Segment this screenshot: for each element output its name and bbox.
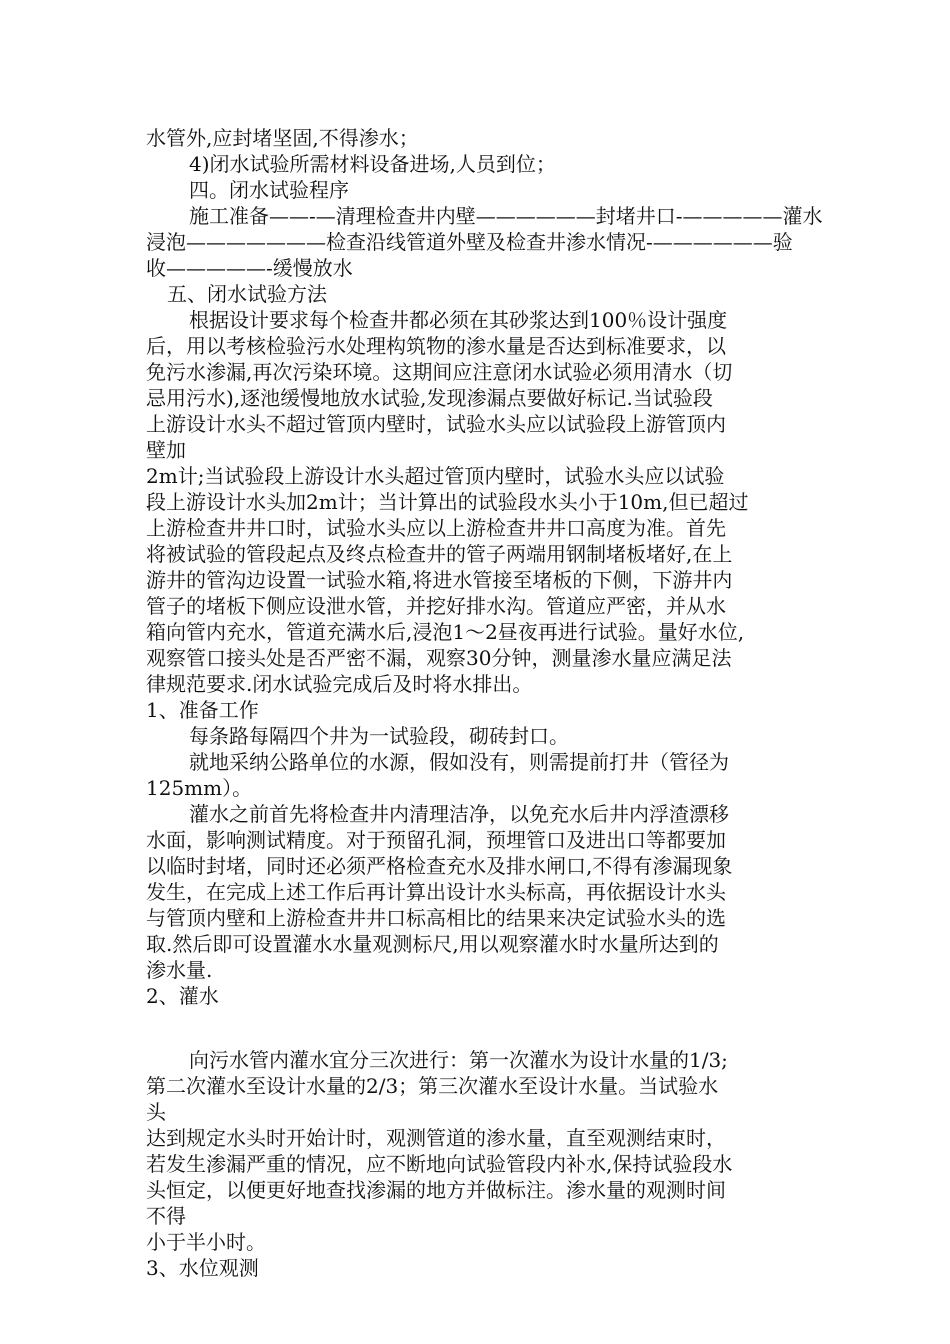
- text-line: 壁加: [146, 438, 186, 462]
- text-line: 向污水管内灌水宜分三次进行：第一次灌水为设计水量的1/3;: [189, 1048, 728, 1072]
- text-line: 观察管口接头处是否严密不漏，观察30分钟，测量渗水量应满足法: [146, 646, 732, 670]
- text-line: 忌用污水),逐池缓慢地放水试验,发现渗漏点要做好标记.当试验段: [146, 386, 713, 410]
- text-line: 根据设计要求每个检查井都必须在其砂浆达到100％设计强度: [189, 308, 728, 332]
- text-line: 不得: [146, 1204, 186, 1228]
- text-line: 小于半小时。: [146, 1230, 266, 1254]
- text-line: 律规范要求.闭水试验完成后及时将水排出。: [146, 672, 533, 696]
- section-heading: 1、准备工作: [146, 698, 259, 722]
- text-line: 4)闭水试验所需材料设备进场,人员到位；: [189, 152, 556, 176]
- text-line: 若发生渗漏严重的情况，应不断地向试验管段内补水,保持试验段水: [146, 1152, 733, 1176]
- text-line: 第二次灌水至设计水量的2/3；第三次灌水至设计水量。当试验水: [146, 1074, 719, 1098]
- text-line: 管子的堵板下侧应设泄水管，并挖好排水沟。管道应严密，并从水: [146, 594, 726, 618]
- text-line: 施工准备——-—清理检查井内壁——————封堵井口-—————灌水: [189, 204, 823, 228]
- text-line: 每条路每隔四个井为一试验段，砌砖封口。: [189, 724, 569, 748]
- text-line: 游井的管沟边设置一试验水箱,将进水管接至堵板的下侧，下游井内: [146, 568, 733, 592]
- text-line: 就地采纳公路单位的水源，假如没有，则需提前打井（管径为: [189, 750, 729, 774]
- text-line: 125mm）。: [146, 776, 253, 800]
- text-line: 头恒定，以便更好地查找渗漏的地方并做标注。渗水量的观测时间: [146, 1178, 726, 1202]
- text-line: 达到规定水头时开始计时，观测管道的渗水量，直至观测结束时，: [146, 1126, 726, 1150]
- text-line: 2m计;当试验段上游设计水头超过管顶内壁时，试验水头应以试验: [146, 464, 725, 488]
- section-heading: 四。闭水试验程序: [189, 178, 349, 202]
- text-line: 箱向管内充水，管道充满水后,浸泡1～2昼夜再进行试验。量好水位,: [146, 620, 745, 644]
- text-line: 浸泡———————检查沿线管道外壁及检查井渗水情况-——————验: [146, 230, 793, 254]
- text-line: 后，用以考核检验污水处理构筑物的渗水量是否达到标准要求，以: [146, 334, 726, 358]
- text-line: 上游检查井井口时，试验水头应以上游检查井井口高度为准。首先: [146, 516, 726, 540]
- text-line: 收—————-缓慢放水: [146, 256, 353, 280]
- text-line: 头: [146, 1100, 166, 1124]
- section-heading: 2、灌水: [146, 984, 219, 1008]
- text-line: 将被试验的管段起点及终点检查井的管子两端用钢制堵板堵好,在上: [146, 542, 733, 566]
- text-line: 发生，在完成上述工作后再计算出设计水头标高，再依据设计水头: [146, 880, 726, 904]
- text-line: 上游设计水头不超过管顶内壁时，试验水头应以试验段上游管顶内: [146, 412, 726, 436]
- text-line: 与管顶内壁和上游检查井井口标高相比的结果来决定试验水头的选: [146, 906, 726, 930]
- text-line: 取.然后即可设置灌水水量观测标尺,用以观察灌水时水量所达到的: [146, 932, 719, 956]
- text-line: 灌水之前首先将检查井内清理洁净，以免充水后井内浮渣漂移: [189, 802, 729, 826]
- section-heading: 3、水位观测: [146, 1256, 259, 1280]
- text-line: 免污水渗漏,再次污染环境。这期间应注意闭水试验必须用清水（切: [146, 360, 733, 384]
- section-heading: 五、闭水试验方法: [167, 282, 327, 306]
- text-line: 渗水量.: [146, 958, 213, 982]
- text-line: 水管外,应封堵坚固,不得渗水；: [146, 126, 419, 150]
- text-line: 水面，影响测试精度。对于预留孔洞，预埋管口及进出口等都要加: [146, 828, 726, 852]
- text-line: 段上游设计水头加2m计；当计算出的试验段水头小于10m,但已超过: [146, 490, 749, 514]
- text-line: 以临时封堵，同时还必须严格检查充水及排水闸口,不得有渗漏现象: [146, 854, 733, 878]
